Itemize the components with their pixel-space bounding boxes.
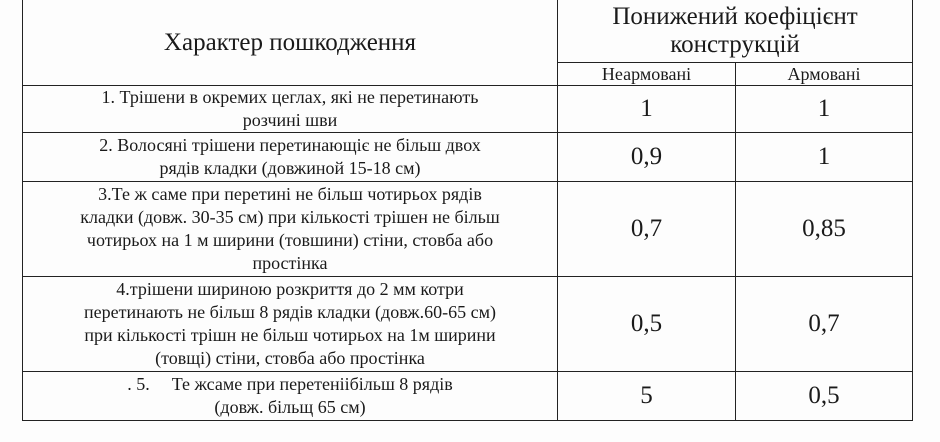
value-reinforced: 0,7 xyxy=(736,277,913,372)
table-row xyxy=(23,133,913,182)
description-line: (довж. більщ 65 см) xyxy=(214,397,366,417)
value-reinforced: 1 xyxy=(736,86,913,133)
table-row xyxy=(23,372,913,421)
table-row xyxy=(23,277,913,372)
description-line xyxy=(23,373,557,396)
row-description xyxy=(23,133,558,182)
header-damage-character: Характер пошкодження xyxy=(23,0,558,86)
description-line: простінка xyxy=(252,253,328,273)
value-unreinforced: 1 xyxy=(558,86,736,133)
value-unreinforced: 0,5 xyxy=(558,277,736,372)
description-line: 2. Волосяні трішени перетинающіє не більш двох xyxy=(99,135,481,155)
description-line: 1. Трішени в окремих цеглах, які не перетинають xyxy=(101,87,479,107)
description-line: (товщі) стіни, стовба або простінка xyxy=(155,348,425,368)
description-line: 4.трішени шириною розкриття до 2 мм котри xyxy=(116,279,464,299)
header-unreinforced: Неармовані xyxy=(558,63,736,86)
value-reinforced: 0,5 xyxy=(736,372,913,421)
table-row xyxy=(23,86,913,133)
row-description xyxy=(23,372,558,421)
value-reinforced: 0,85 xyxy=(736,182,913,277)
description-line: розчині шви xyxy=(242,110,338,130)
header-coefficient-line2: конструкцій xyxy=(670,31,800,58)
value-unreinforced: 0,9 xyxy=(558,133,736,182)
description-line-text: Те жсаме при перетеніiбільш 8 рядів xyxy=(171,374,453,394)
value-reinforced: 1 xyxy=(736,133,913,182)
damage-coefficient-table xyxy=(22,0,913,421)
header-reinforced: Армовані xyxy=(736,63,913,86)
description-line: кладки (довж. 30-35 см) при кількості трішен не більш xyxy=(80,207,500,227)
table-row xyxy=(23,182,913,277)
header-coefficient xyxy=(558,0,913,63)
row-description xyxy=(23,86,558,133)
row-number: . 5. xyxy=(127,374,150,394)
row-description xyxy=(23,277,558,372)
row-description xyxy=(23,182,558,277)
description-line: при кількості трішн не більш чотирьох на 1м ширини xyxy=(84,325,496,345)
description-line: перетинають не більш 8 рядів кладки (довж.60-65 см) xyxy=(84,302,496,322)
value-unreinforced: 0,7 xyxy=(558,182,736,277)
description-line: 3.Те ж саме при перетині не більш чотирьох рядів xyxy=(98,184,482,204)
header-coefficient-line1: Понижений коефіцієнт xyxy=(612,3,858,30)
value-unreinforced: 5 xyxy=(558,372,736,421)
description-line: чотирьох на 1 м ширини (товшини) стіни, стовба або xyxy=(86,230,494,250)
description-line: рядів кладки (довжиной 15-18 см) xyxy=(159,158,421,178)
